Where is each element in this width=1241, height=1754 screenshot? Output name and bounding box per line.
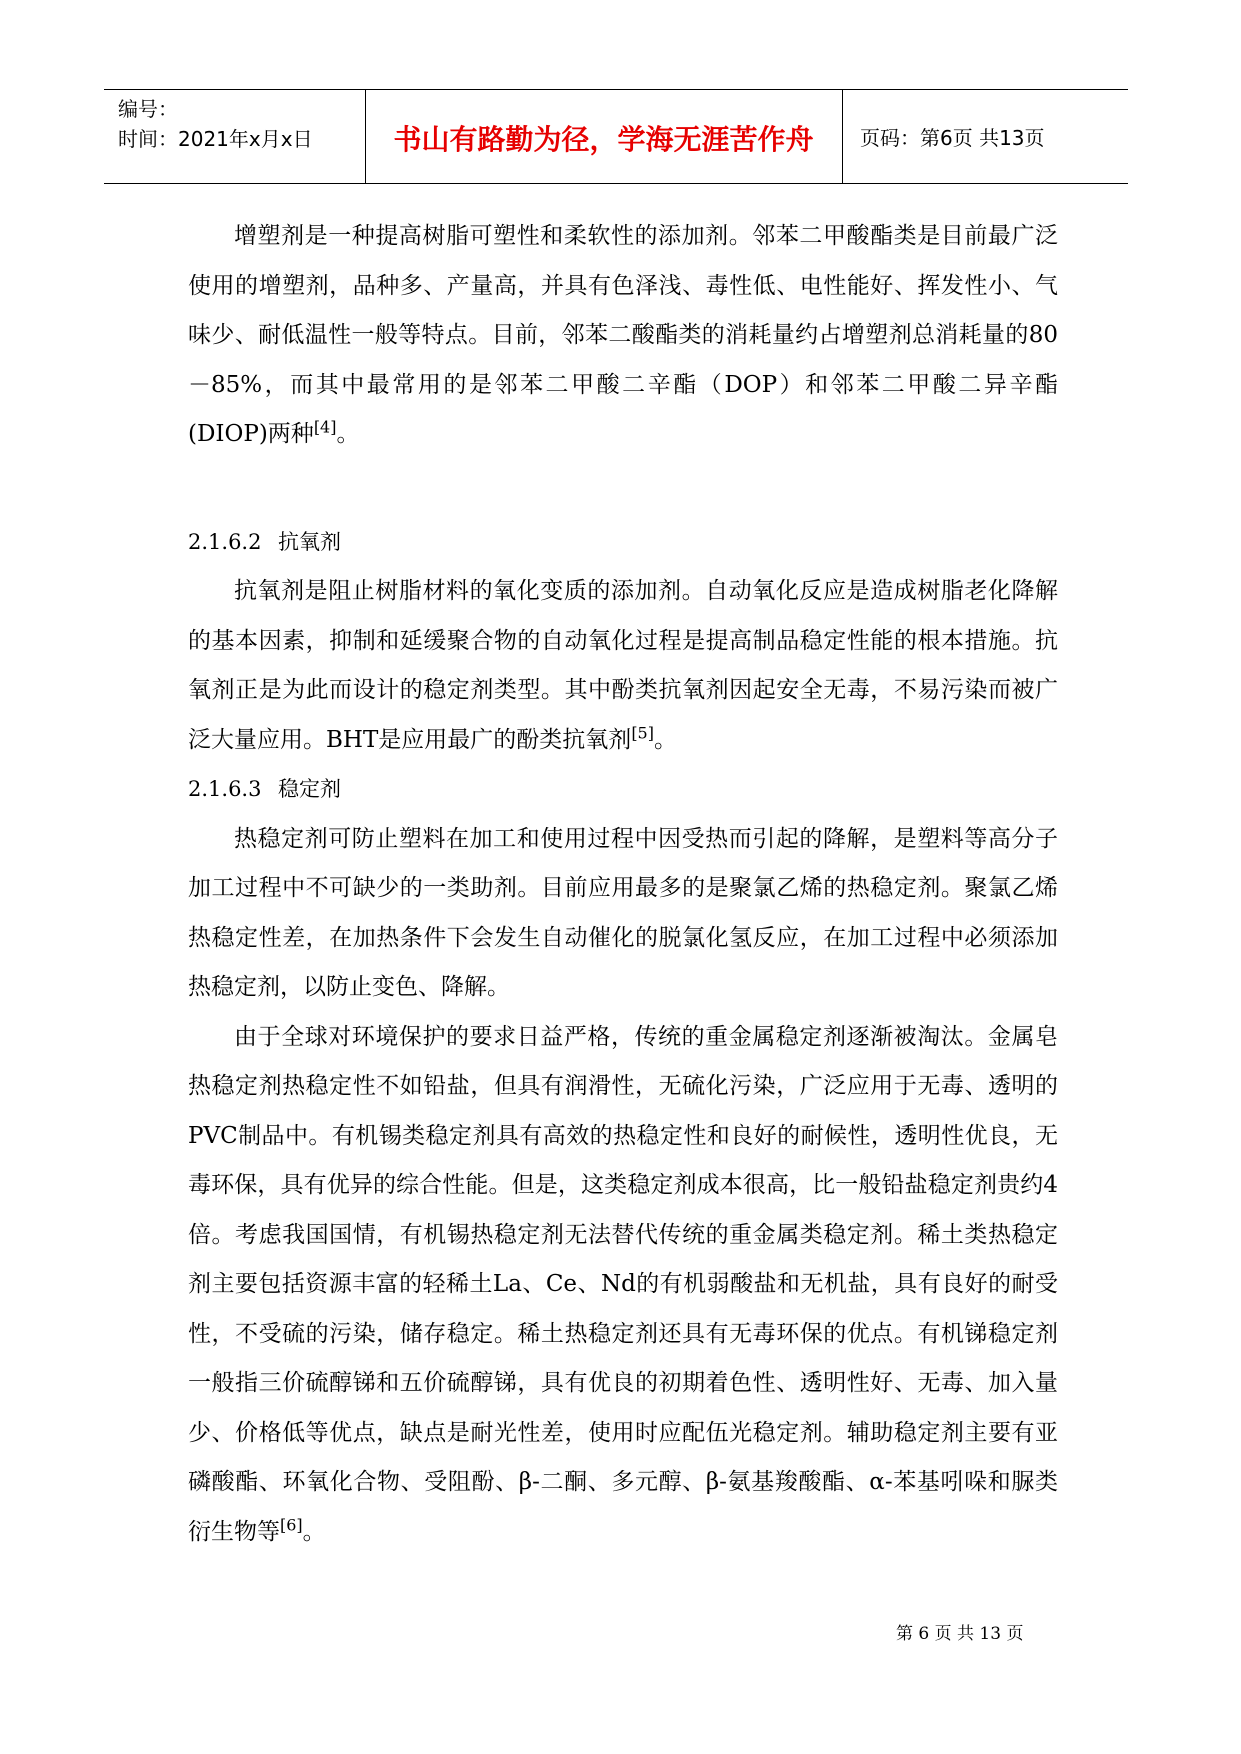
header-motto: 书山有路勤为径，学海无涯苦作舟 xyxy=(393,123,814,156)
section-heading-antioxidant xyxy=(188,518,1058,568)
citation-6: [6] xyxy=(280,1514,303,1534)
citation-5: [5] xyxy=(631,722,654,742)
header-meta xyxy=(118,94,313,154)
paragraph-heat-stabilizer: 热稳定剂可防止塑料在加工和使用过程中因受热而引起的降解，是塑料等高分子加工过程中不可缺少的一类助剂。目前应用最多的是聚氯乙烯的热稳定剂。聚氯乙烯热稳定性差，在加热条件下会发生自动催化的脱氯化氢反应，在加工过程中必须添加热稳定剂，以防止变色、降解。 xyxy=(188,825,1058,1000)
section-heading-stabilizer xyxy=(188,765,1058,815)
citation-4: [4] xyxy=(313,417,337,437)
section-number: 2.1.6.3 xyxy=(188,777,262,801)
section-title: 抗氧剂 xyxy=(278,529,341,554)
section-number: 2.1.6.2 xyxy=(188,529,262,554)
time-label: 时间：2021年x月x日 xyxy=(118,127,313,151)
page-header xyxy=(104,89,1128,184)
document-body xyxy=(188,212,1058,1557)
number-label: 编号： xyxy=(118,97,178,121)
paragraph-antioxidant: 抗氧剂是阻止树脂材料的氧化变质的添加剂。自动氧化反应是造成树脂老化降解的基本因素，抑制和延缓聚合物的自动氧化过程是提高制品稳定性能的根本措施。抗氧剂正是为此而设计的稳定剂类型。其中酚类抗氧剂因起安全无毒，不易污染而被广泛大量应用。BHT是应用最广的酚类抗氧剂[5]。 xyxy=(188,578,1058,753)
header-page-info: 页码：第6页 共13页 xyxy=(860,126,1045,150)
header-divider-right xyxy=(842,90,843,183)
paragraph-stabilizer-types: 由于全球对环境保护的要求日益严格，传统的重金属稳定剂逐渐被淘汰。金属皂热稳定剂热稳定性不如铅盐，但具有润滑性，无硫化污染，广泛应用于无毒、透明的PVC制品中。有机锡类稳定剂具有高效的热稳定性和良好的耐候性，透明性优良，无毒环保，具有优异的综合性能。但是，这类稳定剂成本很高，比一般铅盐稳定剂贵约4倍。考虑我国国情，有机锡热稳定剂无法替代传统的重金属类稳定剂。稀土类热稳定剂主要包括资源丰富的轻稀土La、Ce、Nd的有机弱酸盐和无机盐，具有良好的耐受性，不受硫的污染，储存稳定。稀土热稳定剂还具有无毒环保的优点。有机锑稳定剂一般指三价硫醇锑和五价硫醇锑，具有优良的初期着色性、透明性好、无毒、加入量少、价格低等优点，缺点是耐光性差，使用时应配伍光稳定剂。辅助稳定剂主要有亚磷酸酯、环氧化合物、受阻酚、β-二酮、多元醇、β-氨基羧酸酯、α-苯基吲哚和脲类衍生物等[6]。 xyxy=(188,1023,1058,1545)
section-title: 稳定剂 xyxy=(278,777,341,801)
paragraph-plasticizer: 增塑剂是一种提高树脂可塑性和柔软性的添加剂。邻苯二甲酸酯类是目前最广泛使用的增塑剂，品种多、产量高，并具有色泽浅、毒性低、电性能好、挥发性小、气味少、耐低温性一般等特点。目前，邻苯二酸酯类的消耗量约占增塑剂总消耗量的80－85%，而其中最常用的是邻苯二甲酸二辛酯（DOP）和邻苯二甲酸二异辛酯(DIOP)两种[4]。 xyxy=(188,223,1058,447)
page-footer: 第 6 页 共 13 页 xyxy=(896,1624,1024,1644)
